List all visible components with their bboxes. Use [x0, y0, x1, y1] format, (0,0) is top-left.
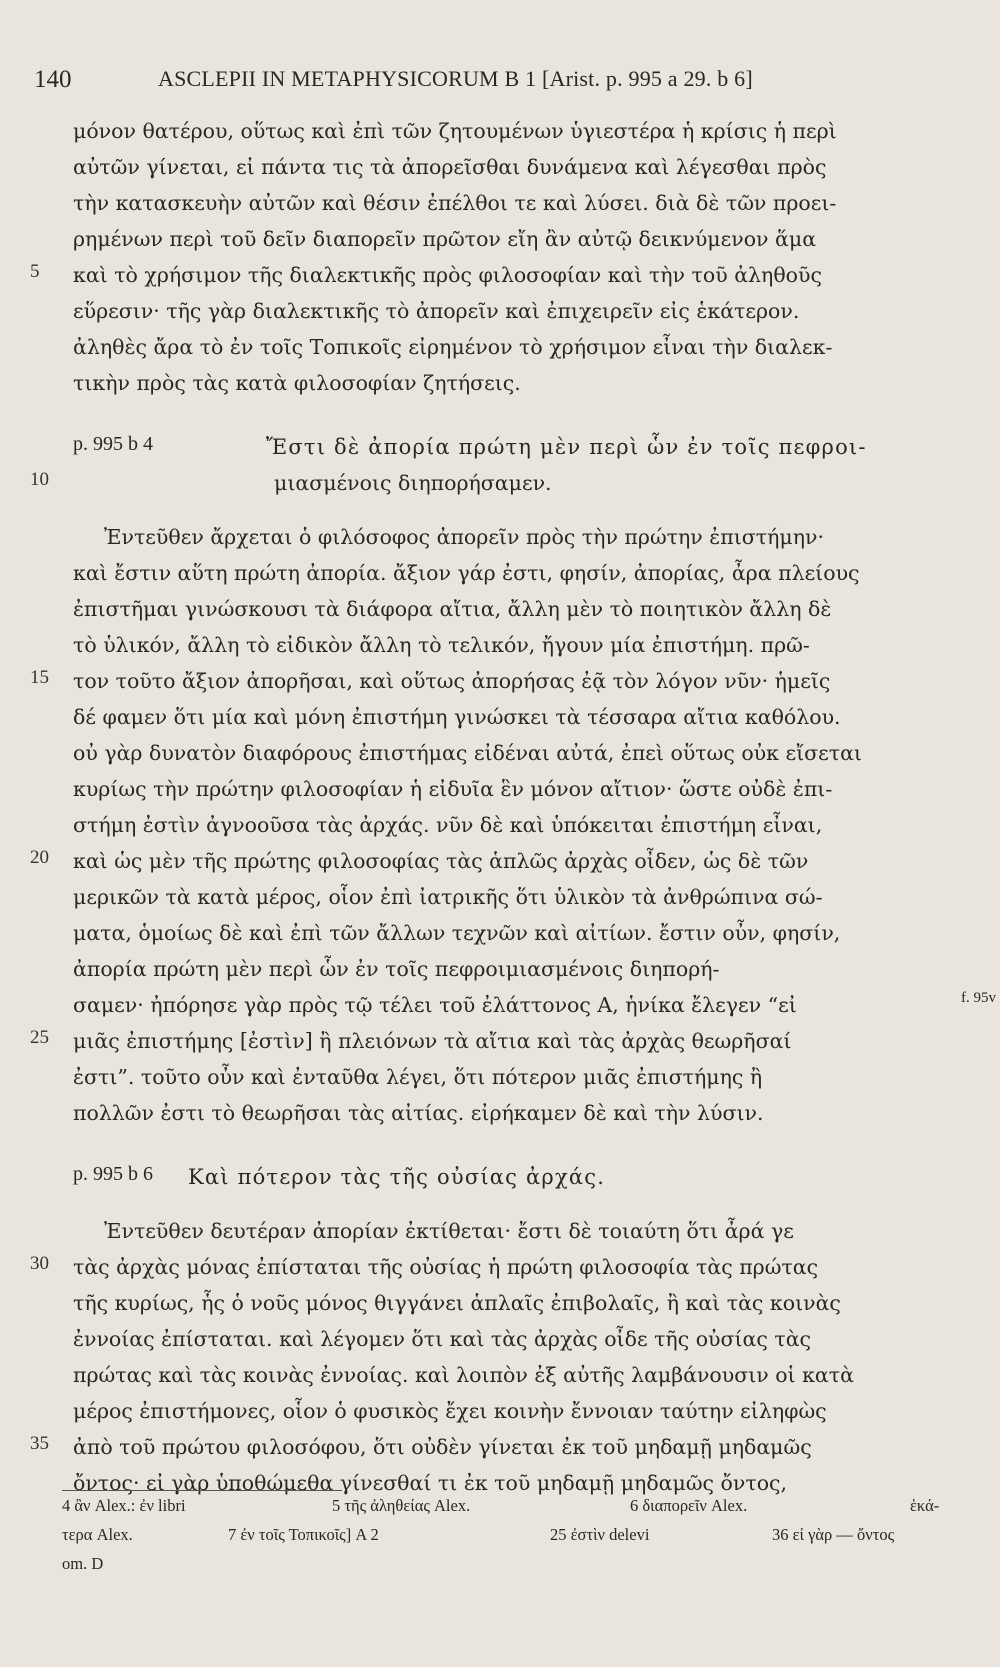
line-text: τὰς ἀρχὰς μόνας ἐπίσταται τῆς οὐσίας ἡ πρώτη φιλοσοφία τὰς πρώτας	[73, 1255, 819, 1279]
folio-marker: f. 95v	[961, 990, 996, 1006]
text-block-3	[0, 1214, 1000, 1502]
lemma-text: μιασμένοις διηπορήσαμεν.	[274, 471, 552, 495]
line-text: Ἐντεῦθεν δευτέραν ἀπορίαν ἐκτίθεται· ἔστι δὲ τοιαύτη ὅτι ἆρά γε	[104, 1219, 794, 1243]
apparatus-entry: 36 εἰ γὰρ — ὄντος	[772, 1525, 895, 1544]
lemma-text: Καὶ πότερον τὰς τῆς οὐσίας ἀρχάς.	[188, 1165, 606, 1189]
text-line	[0, 1024, 1000, 1060]
apparatus-row	[0, 1554, 1000, 1583]
text-line	[0, 952, 1000, 988]
line-text: καὶ ἔστιν αὕτη πρώτη ἀπορία. ἄξιον γάρ ἐστι, φησίν, ἀπορίας, ἆρα πλείους	[73, 561, 860, 585]
line-text: μέρος ἐπιστήμονες, οἷον ὁ φυσικὸς ἔχει κοινὴν ἔννοιαν ταύτην εἰληφὼς	[73, 1399, 827, 1423]
line-text: κυρίως τὴν πρώτην φιλοσοφίαν ἡ εἰδυῖα ἓν μόνον αἴτιον· ὥστε οὐδὲ ἐπι-	[73, 777, 833, 801]
text-line	[0, 294, 1000, 330]
text-line	[0, 556, 1000, 592]
critical-apparatus	[0, 1496, 1000, 1583]
line-text: ἐννοίας ἐπίσταται. καὶ λέγομεν ὅτι καὶ τὰς ἀρχὰς οἶδε τῆς οὐσίας τὰς	[73, 1327, 812, 1351]
lemma-reference: p. 995 b 4	[73, 433, 153, 455]
line-number: 30	[30, 1253, 49, 1274]
line-text: ρημένων περὶ τοῦ δεῖν διαπορεῖν πρῶτον εἴη ἂν αὐτῷ δεικνύμενον ἅμα	[73, 227, 817, 251]
text-line	[0, 1358, 1000, 1394]
text-line	[0, 150, 1000, 186]
line-text: καὶ τὸ χρήσιμον τῆς διαλεκτικῆς πρὸς φιλοσοφίαν καὶ τὴν τοῦ ἀληθοῦς	[73, 263, 822, 287]
line-number: 15	[30, 667, 49, 688]
text-line	[0, 988, 1000, 1024]
line-text: οὐ γὰρ δυνατὸν διαφόρους ἐπιστήμας εἰδέναι αὐτά, ἐπεὶ οὕτως οὐκ εἴσεται	[73, 741, 862, 765]
main-text	[0, 114, 1000, 1502]
line-text: Ἐντεῦθεν ἄρχεται ὁ φιλόσοφος ἀπορεῖν πρὸς τὴν πρώτην ἐπιστήμην·	[104, 525, 824, 549]
text-line	[0, 1394, 1000, 1430]
line-number: 5	[30, 261, 40, 282]
text-line	[0, 1214, 1000, 1250]
line-text: τὴν κατασκευὴν αὐτῶν καὶ θέσιν ἐπέλθοι τε καὶ λύσει. διὰ δὲ τῶν προει-	[73, 191, 837, 215]
line-text: τον τοῦτο ἄξιον ἀπορῆσαι, καὶ οὕτως ἀπορήσας ἐᾷ τὸν λόγον νῦν· ἡμεῖς	[73, 669, 831, 693]
line-text: πολλῶν ἐστι τὸ θεωρῆσαι τὰς αἰτίας. εἰρήκαμεν δὲ καὶ τὴν λύσιν.	[73, 1101, 764, 1125]
line-text: δέ φαμεν ὅτι μία καὶ μόνη ἐπιστήμη γινώσκει τὰ τέσσαρα αἴτια καθόλου.	[73, 705, 841, 729]
text-line	[0, 1322, 1000, 1358]
line-text: σαμεν· ἠπόρησε γὰρ πρὸς τῷ τέλει τοῦ ἐλάττονος Α, ἡνίκα ἔλεγεν “εἰ	[73, 993, 797, 1017]
lemma-text: Ἔστι δὲ ἀπορία πρώτη μὲν περὶ ὧν ἐν τοῖς πεφροι-	[266, 435, 867, 459]
text-line	[0, 186, 1000, 222]
apparatus-row	[0, 1525, 1000, 1554]
lemma-line	[0, 1160, 1000, 1196]
line-text: αὐτῶν γίνεται, εἰ πάντα τις τὰ ἀπορεῖσθαι δυνάμενα καὶ λέγεσθαι πρὸς	[73, 155, 827, 179]
running-title: ASCLEPII IN METAPHYSICORUM B 1 [Arist. p. 995 a 29. b 6]	[158, 66, 753, 91]
line-text: ματα, ὁμοίως δὲ καὶ ἐπὶ τῶν ἄλλων τεχνῶν καὶ αἰτίων. ἔστιν οὖν, φησίν,	[73, 921, 841, 945]
text-line	[0, 114, 1000, 150]
text-line	[0, 366, 1000, 402]
lemma-line	[0, 430, 1000, 466]
text-line	[0, 700, 1000, 736]
text-line	[0, 664, 1000, 700]
apparatus-entry: 6 διαπορεῖν Alex.	[630, 1496, 748, 1515]
line-text: μόνον θατέρου, οὕτως καὶ ἐπὶ τῶν ζητουμένων ὑγιεστέρα ἡ κρίσις ἡ περὶ	[73, 119, 837, 143]
text-line	[0, 808, 1000, 844]
text-line	[0, 880, 1000, 916]
line-text: καὶ ὡς μὲν τῆς πρώτης φιλοσοφίας τὰς ἁπλῶς ἀρχὰς οἶδεν, ὡς δὲ τῶν	[73, 849, 809, 873]
line-number: 25	[30, 1027, 49, 1048]
apparatus-entry: ἑκά-	[910, 1496, 940, 1515]
line-number: 20	[30, 847, 49, 868]
lemma-line	[0, 466, 1000, 502]
text-line	[0, 1430, 1000, 1466]
text-line	[0, 258, 1000, 294]
text-line	[0, 1096, 1000, 1132]
line-text: τικὴν πρὸς τὰς κατὰ φιλοσοφίαν ζητήσεις.	[73, 371, 521, 395]
line-number: 10	[30, 469, 49, 490]
text-line	[0, 520, 1000, 556]
line-text: μιᾶς ἐπιστήμης [ἐστὶν] ἢ πλειόνων τὰ αἴτια καὶ τὰς ἀρχὰς θεωρῆσαί	[73, 1029, 792, 1053]
apparatus-entry: om. D	[62, 1554, 104, 1573]
line-text: στήμη ἐστὶν ἀγνοοῦσα τὰς ἀρχάς. νῦν δὲ καὶ ὑπόκειται ἐπιστήμη εἶναι,	[73, 813, 823, 837]
text-block-1	[0, 114, 1000, 402]
line-text: μερικῶν τὰ κατὰ μέρος, οἷον ἐπὶ ἰατρικῆς ὅτι ὑλικὸν τὰ ἀνθρώπινα σώ-	[73, 885, 823, 909]
line-text: ἐπιστῆμαι γινώσκουσι τὰ διάφορα αἴτια, ἄλλη μὲν τὸ ποιητικὸν ἄλλη δὲ	[73, 597, 832, 621]
apparatus-row	[0, 1496, 1000, 1525]
text-line	[0, 1060, 1000, 1096]
apparatus-entry: τερα Alex.	[62, 1525, 133, 1544]
line-text: ὄντος· εἰ γὰρ ὑποθώμεθα γίνεσθαί τι ἐκ τοῦ μηδαμῇ μηδαμῶς ὄντος,	[73, 1471, 788, 1495]
text-block-2	[0, 520, 1000, 1132]
text-line	[0, 1250, 1000, 1286]
line-text: ἐστι”. τοῦτο οὖν καὶ ἐνταῦθα λέγει, ὅτι πότερον μιᾶς ἐπιστήμης ἢ	[73, 1065, 763, 1089]
page-number: 140	[34, 66, 72, 93]
line-text: ἀληθὲς ἄρα τὸ ἐν τοῖς Τοπικοῖς εἰρημένον τὸ χρήσιμον εἶναι τὴν διαλεκ-	[73, 335, 833, 359]
apparatus-entry: 7 ἐν τοῖς Τοπικοῖς] A 2	[228, 1525, 379, 1544]
apparatus-entry: 25 ἐστὶν delevi	[550, 1525, 650, 1544]
line-number: 35	[30, 1433, 49, 1454]
text-line	[0, 222, 1000, 258]
line-text: ἀπὸ τοῦ πρώτου φιλοσόφου, ὅτι οὐδὲν γίνεται ἐκ τοῦ μηδαμῇ μηδαμῶς	[73, 1435, 812, 1459]
line-text: τῆς κυρίως, ἧς ὁ νοῦς μόνος θιγγάνει ἁπλαῖς ἐπιβολαῖς, ἢ καὶ τὰς κοινὰς	[73, 1291, 841, 1315]
footnote-rule	[62, 1490, 342, 1491]
text-line	[0, 736, 1000, 772]
text-line	[0, 916, 1000, 952]
line-text: ἀπορία πρώτη μὲν περὶ ὧν ἐν τοῖς πεφροιμιασμένοις διηπορή-	[73, 957, 720, 981]
text-line	[0, 628, 1000, 664]
text-line	[0, 844, 1000, 880]
text-line	[0, 330, 1000, 366]
apparatus-entry: 4 ἂν Alex.: ἐν libri	[62, 1496, 186, 1515]
lemma-reference: p. 995 b 6	[73, 1163, 153, 1185]
text-line	[0, 772, 1000, 808]
apparatus-entry: 5 τῆς ἀληθείας Alex.	[332, 1496, 471, 1515]
line-text: πρώτας καὶ τὰς κοινὰς ἐννοίας. καὶ λοιπὸν ἐξ αὐτῆς λαμβάνουσιν οἱ κατὰ	[73, 1363, 854, 1387]
line-text: εὕρεσιν· τῆς γὰρ διαλεκτικῆς τὸ ἀπορεῖν καὶ ἐπιχειρεῖν εἰς ἑκάτερον.	[73, 299, 800, 323]
text-line	[0, 1286, 1000, 1322]
line-text: τὸ ὑλικόν, ἄλλη τὸ εἰδικὸν ἄλλη τὸ τελικόν, ἤγουν μία ἐπιστήμη. πρῶ-	[73, 633, 810, 657]
text-line	[0, 592, 1000, 628]
page-header	[0, 66, 1000, 106]
